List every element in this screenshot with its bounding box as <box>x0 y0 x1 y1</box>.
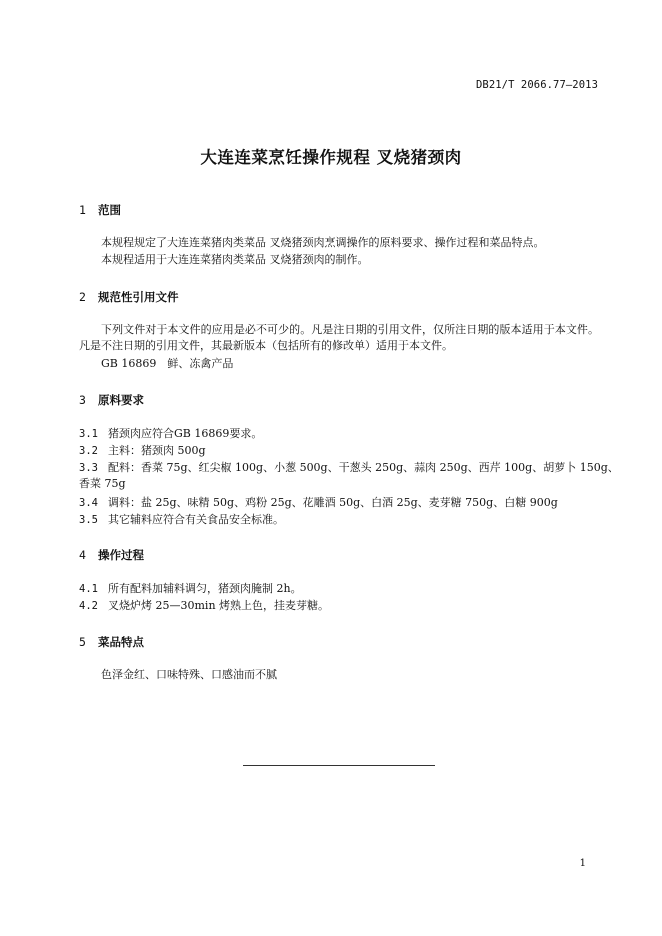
clause-item <box>79 598 329 614</box>
page-number: 1 <box>579 858 586 869</box>
clause-number: 3.1 <box>79 428 98 440</box>
clause-text: 配料：香菜 75g、红尖椒 100g、小葱 500g、干葱头 250g、蒜肉 250g、西芹 100g、胡萝卜 150g、 <box>108 461 619 474</box>
clause-item <box>79 426 262 442</box>
clause-number: 3.3 <box>79 462 98 474</box>
section-number: 4 <box>79 548 86 562</box>
section-heading-process <box>79 547 144 563</box>
clause-number: 3.4 <box>79 497 98 509</box>
section-heading-features <box>79 634 144 650</box>
end-rule <box>243 765 435 766</box>
standard-number: DB21/T 2066.77—2013 <box>475 79 598 91</box>
clause-number: 4.1 <box>79 583 98 595</box>
clause-text: 叉烧炉烤 25—30min 烤熟上色，挂麦芽糖。 <box>108 599 330 612</box>
clause-continuation: 香菜 75g <box>79 477 126 490</box>
clause-item <box>79 512 284 528</box>
section-title: 规范性引用文件 <box>98 290 179 304</box>
section-title: 原料要求 <box>98 393 144 407</box>
clause-text: 调料：盐 25g、味精 50g、鸡粉 25g、花雕酒 50g、白酒 25g、麦芽糖 750g、白糖 900g <box>108 496 558 509</box>
section-heading-normative <box>79 289 179 305</box>
section-title: 菜品特点 <box>98 635 144 649</box>
section-number: 2 <box>79 290 86 304</box>
features-paragraph: 色泽金红、口味特殊、口感油而不腻 <box>101 668 277 681</box>
section-title: 操作过程 <box>98 548 144 562</box>
clause-text: 主料：猪颈肉 500g <box>108 444 206 457</box>
scope-paragraph-2: 本规程适用于大连连菜猪肉类菜品 叉烧猪颈肉的制作。 <box>101 253 369 266</box>
clause-text: 其它辅料应符合有关食品安全标准。 <box>108 513 284 526</box>
section-number: 5 <box>79 635 86 649</box>
scope-paragraph-1: 本规程规定了大连连菜猪肉类菜品 叉烧猪颈肉烹调操作的原料要求、操作过程和菜品特点。 <box>101 236 545 249</box>
clause-item <box>79 581 302 597</box>
clause-number: 4.2 <box>79 600 98 612</box>
clause-number: 3.5 <box>79 514 98 526</box>
clause-item <box>79 495 558 511</box>
clause-item <box>79 460 619 476</box>
section-heading-scope <box>79 202 121 218</box>
page-title: 大连连菜烹饪操作规程 叉烧猪颈肉 <box>200 148 462 167</box>
clause-item <box>79 443 206 459</box>
clause-text: 所有配料加辅料调匀，猪颈肉腌制 2h。 <box>108 582 302 595</box>
normative-reference: GB 16869 鲜、冻禽产品 <box>101 357 234 370</box>
section-number: 3 <box>79 393 86 407</box>
clause-text: 猪颈肉应符合GB 16869要求。 <box>108 427 263 440</box>
normative-paragraph: 下列文件对于本文件的应用是必不可少的。凡是注日期的引用文件，仅所注日期的版本适用于本文件。凡是不注日期的引用文件，其最新版本（包括所有的修改单）适用于本文件。 <box>79 323 599 352</box>
section-heading-materials <box>79 392 144 408</box>
section-title: 范围 <box>98 203 121 217</box>
section-number: 1 <box>79 203 86 217</box>
clause-number: 3.2 <box>79 445 98 457</box>
